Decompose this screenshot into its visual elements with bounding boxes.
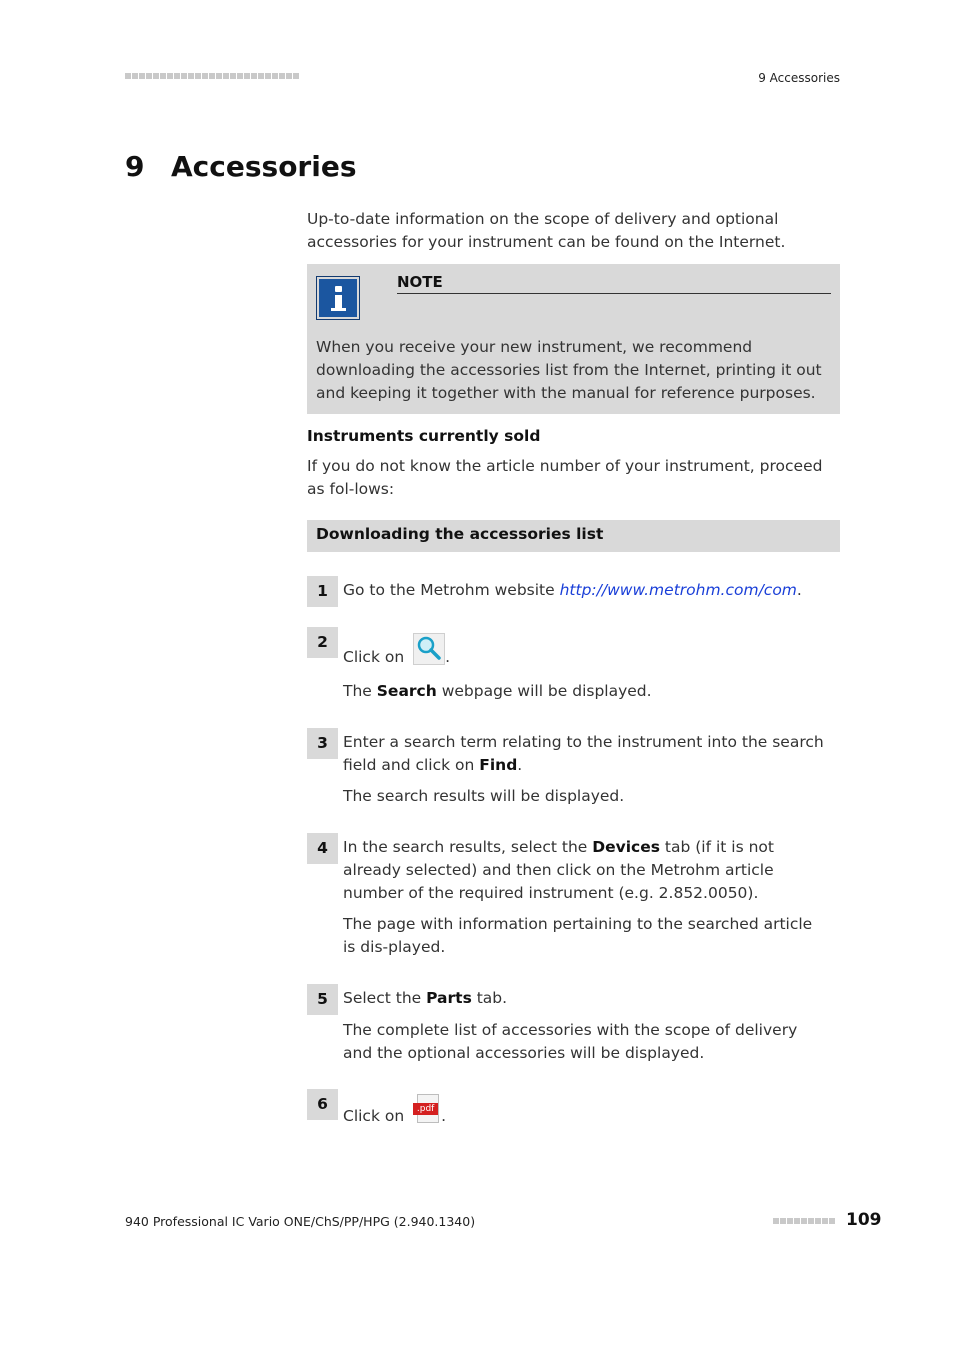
metrohm-website-link[interactable]: http://www.metrohm.com/com: [559, 581, 797, 599]
step-text-part: .: [517, 756, 523, 774]
step-text-part: In the search results, select the: [343, 838, 593, 856]
step-text: [343, 731, 828, 777]
note-box: [307, 264, 840, 414]
header-section: 9 Accessories: [758, 71, 840, 85]
step-text: [343, 836, 828, 905]
intro-paragraph: Up-to-date information on the scope of delivery and optional accessories for your instrument can be found on the Internet.: [307, 210, 786, 251]
step-text-bold: Devices: [592, 838, 660, 856]
step-text: [343, 633, 828, 669]
step-text-part: tab.: [471, 989, 508, 1007]
note-title: NOTE: [397, 273, 831, 294]
footer-manual-title: 940 Professional IC Vario ONE/ChS/PP/HPG (2.940.1340): [125, 1214, 476, 1229]
step-text-bold: Parts: [426, 989, 472, 1007]
step-text-part: Go to the Metrohm website: [343, 581, 560, 599]
chapter-number: 9: [125, 150, 145, 183]
header-decoration: [125, 73, 299, 79]
step-text-part: .: [445, 648, 451, 666]
section-heading: Instruments currently sold: [307, 427, 541, 445]
step-result: The page with information pertaining to the searched article is dis-played.: [343, 915, 813, 956]
procedure-header: [307, 520, 840, 552]
chapter-title: [125, 150, 357, 183]
step-text-part: Select the: [343, 989, 427, 1007]
section-text: If you do not know the article number of your instrument, proceed as fol-lows:: [307, 457, 823, 498]
page-number: 109: [846, 1210, 882, 1230]
step-text-bold: Find: [479, 756, 518, 774]
step-number: 3: [307, 728, 338, 759]
step-result-part: webpage will be displayed.: [436, 682, 652, 700]
step-result: [343, 680, 828, 703]
step-number: 6: [307, 1089, 338, 1120]
step-number: 1: [307, 576, 338, 607]
step-number: 5: [307, 984, 338, 1015]
step-text-part: Click on: [343, 648, 410, 666]
pdf-icon[interactable]: [413, 1094, 441, 1124]
step-text-part: .: [796, 581, 802, 599]
step-text-part: Click on: [343, 1107, 410, 1125]
procedure-title: Downloading the accessories list: [316, 525, 604, 543]
pdf-icon-label: .pdf: [413, 1103, 438, 1115]
step-text-part: .: [441, 1107, 447, 1125]
step-text: [343, 579, 828, 602]
note-text: When you receive your new instrument, we recommend downloading the accessories list from the Internet, printing it out and keeping it together with the manual for reference purposes.: [316, 338, 822, 402]
step-number: 2: [307, 627, 338, 658]
footer-decoration: [773, 1218, 835, 1224]
step-text-part: tab (if it is not already selected) and then click on the Metrohm article number of the required instrument (e.g. 2.852.0050).: [343, 838, 774, 902]
step-result-bold: Search: [376, 682, 437, 700]
search-icon[interactable]: [413, 633, 445, 665]
step-text-part: Enter a search term relating to the instrument into the search field and click on: [343, 733, 824, 774]
step-text: [343, 1094, 828, 1128]
chapter-title-text: Accessories: [171, 150, 357, 183]
step-result: The search results will be displayed.: [343, 787, 625, 805]
step-number: 4: [307, 833, 338, 864]
step-result: The complete list of accessories with the scope of delivery and the optional accessories will be displayed.: [343, 1021, 798, 1062]
info-icon: [316, 276, 360, 320]
step-text: [343, 987, 828, 1010]
step-result-part: The: [343, 682, 377, 700]
